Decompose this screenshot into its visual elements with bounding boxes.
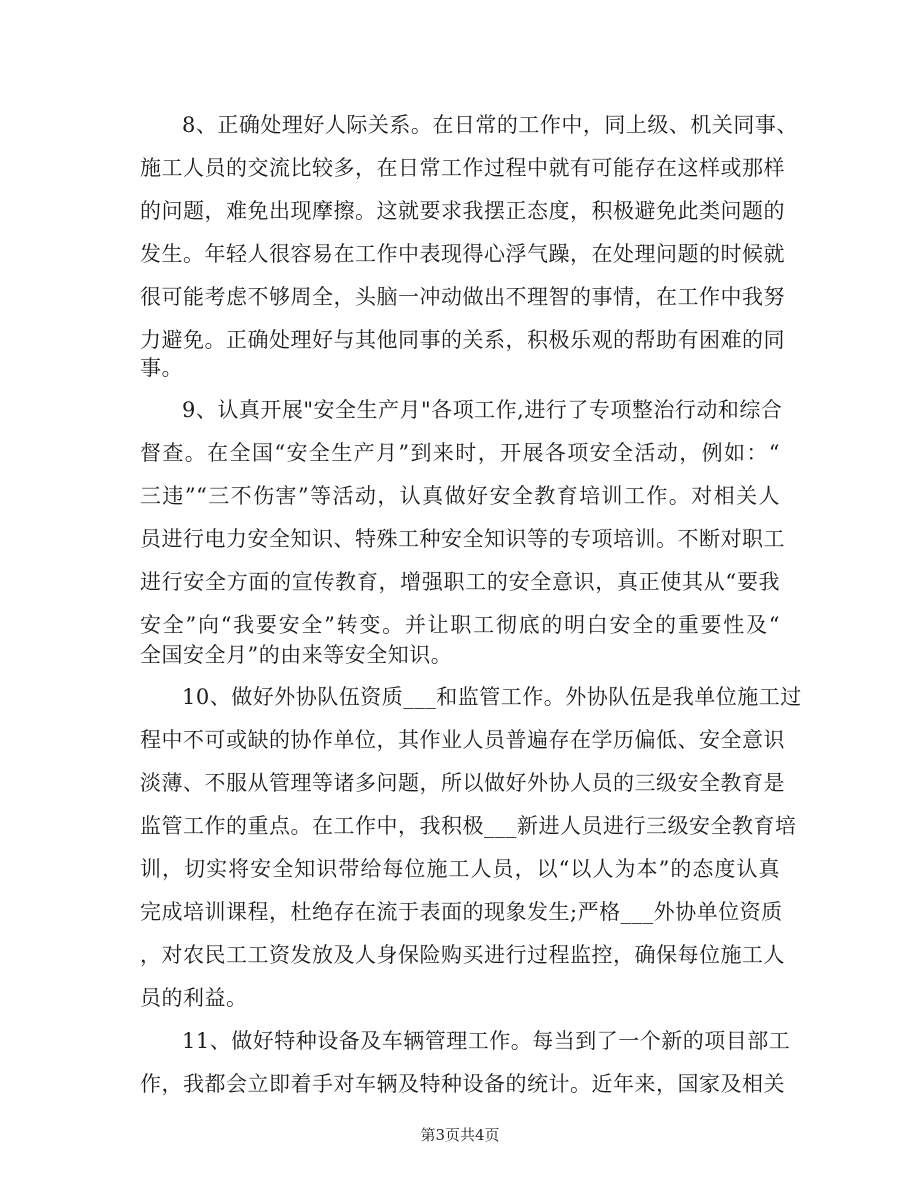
paragraph-10-line-8: 员的利益。 (140, 986, 248, 1010)
paragraph-8-line-2: 施工人员的交流比较多，在日常工作过程中就有可能存在这样或那样 (140, 156, 785, 180)
paragraph-10-line-3: 淡薄、不服从管理等诸多问题，所以做好外协人员的三级安全教育是 (140, 771, 785, 795)
paragraph-9-line-3: 三违”“三不伤害”等活动，认真做好安全教育培训工作。对相关人 (140, 484, 780, 508)
paragraph-8-line-6: 力避免。正确处理好与其他同事的关系，积极乐观的帮助有困难的同 (140, 328, 785, 352)
paragraph-9-line-1: 9、认真开展"安全生产月"各项工作,进行了专项整治行动和综合 (182, 398, 783, 422)
paragraph-8-line-4: 发生。年轻人很容易在工作中表现得心浮气躁，在处理问题的时候就 (140, 242, 785, 266)
paragraph-9-line-2: 督查。在全国“安全生产月”到来时，开展各项安全活动，例如：“ (140, 441, 780, 465)
paragraph-11-line-1: 11、做好特种设备及车辆管理工作。每当到了一个新的项目部工 (182, 1029, 791, 1053)
paragraph-8-line-3: 的问题，难免出现摩擦。这就要求我摆正态度，积极避免此类问题的 (140, 199, 785, 223)
paragraph-10-line-5: 训，切实将安全知识带给每位施工人员，以“以人为本”的态度认真 (140, 857, 780, 881)
paragraph-10-line-2: 程中不可或缺的协作单位，其作业人员普遍存在学历偏低、安全意识 (140, 728, 785, 752)
paragraph-8-line-1: 8、正确处理好人际关系。在日常的工作中，同上级、机关同事、 (182, 113, 798, 137)
paragraph-8-line-7: 事。 (140, 356, 183, 380)
paragraph-9-line-6: 安全”向“我要安全”转变。并让职工彻底的明白安全的重要性及“ (140, 613, 780, 637)
paragraph-10-line-7: ，对农民工工资发放及人身保险购买进行过程监控，确保每位施工人 (140, 943, 785, 967)
paragraph-9-line-7: 全国安全月”的由来等安全知识。 (140, 643, 453, 667)
paragraph-9-line-4: 员进行电力安全知识、特殊工种安全知识等的专项培训。不断对职工 (140, 527, 785, 551)
paragraph-8-line-5: 很可能考虑不够周全，头脑一冲动做出不理智的事情，在工作中我努 (140, 285, 785, 309)
paragraph-10-line-6: 完成培训课程，杜绝存在流于表面的现象发生;严格___外协单位资质 (140, 900, 783, 924)
paragraph-10-line-1: 10、做好外协队伍资质___和监管工作。外协队伍是我单位施工过 (182, 685, 802, 709)
page-number-footer: 第3页共4页 (420, 1126, 500, 1144)
paragraph-11-line-2: 作，我都会立即着手对车辆及特种设备的统计。近年来，国家及相关 (140, 1072, 785, 1096)
paragraph-10-line-4: 监管工作的重点。在工作中，我积极___新进人员进行三级安全教育培 (140, 814, 797, 838)
paragraph-9-line-5: 进行安全方面的宣传教育，增强职工的安全意识，真正使其从“要我 (140, 570, 780, 594)
